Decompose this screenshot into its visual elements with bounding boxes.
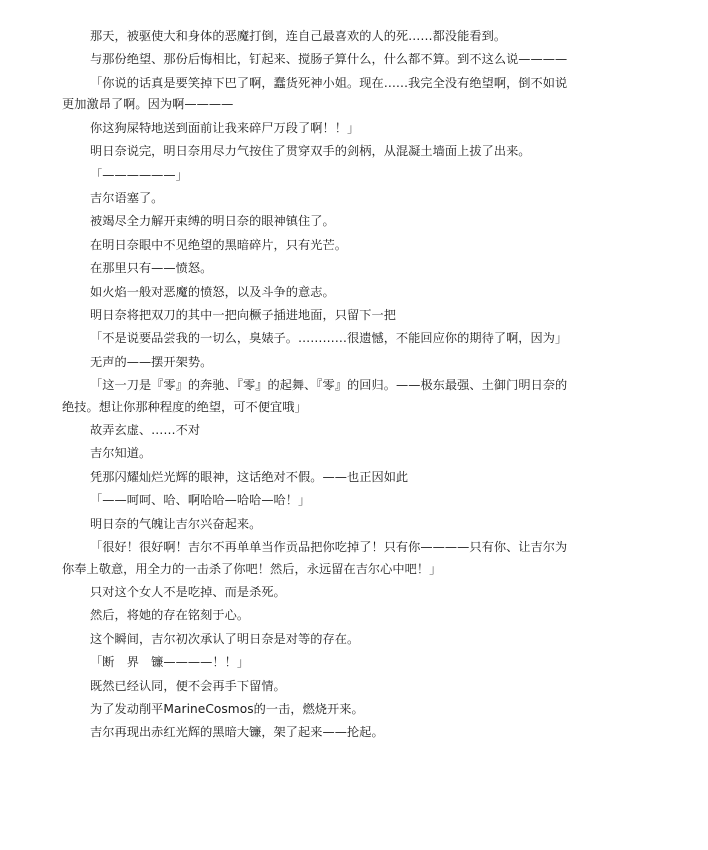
paragraph: 被竭尽全力解开束缚的明日奈的眼神镇住了。 <box>90 214 335 229</box>
paragraph: 凭那闪耀灿烂光辉的眼神，这话绝对不假。——也正因如此 <box>90 469 409 484</box>
paragraph: 吉尔再现出赤红光辉的黑暗大镰，架了起来——抡起。 <box>90 725 384 740</box>
paragraph: 与那份绝望、那份后悔相比，钉起来、搅肠子算什么，什么都不算。到不这么说———— <box>90 52 568 67</box>
paragraph: 「断 界 镰————！！」 <box>90 655 250 670</box>
paragraph: 故弄玄虚、……不对 <box>90 423 201 438</box>
paragraph: 明日奈的气魄让吉尔兴奋起来。 <box>90 516 262 531</box>
paragraph: 「很好！很好啊！吉尔不再单单当作贡品把你吃掉了！只有你————只有你、让吉尔为你奉上敬意，用全力的一击杀了你吧！然后，永远留在吉尔心中吧！」 <box>62 540 568 576</box>
paragraph: 吉尔语塞了。 <box>90 190 164 205</box>
paragraph: 「你说的话真是要笑掉下巴了啊，蠢货死神小姐。现在……我完全没有绝望啊，倒不如说更加激昂了啊。因为啊———— <box>62 75 568 112</box>
document-page <box>62 26 572 746</box>
paragraph: 「——————」 <box>90 167 188 182</box>
paragraph: 只对这个女人不是吃掉、而是杀死。 <box>90 584 286 599</box>
paragraph: 在那里只有——愤怒。 <box>90 261 213 276</box>
paragraph: 「不是说要品尝我的一切么，臭婊子。…………很遗憾，不能回应你的期待了啊，因为」 <box>90 331 568 346</box>
paragraph: 无声的——摆开架势。 <box>90 354 213 369</box>
paragraph: 那天，被驱使大和身体的恶魔打倒，连自己最喜欢的人的死……都没能看到。 <box>90 29 507 43</box>
paragraph: 吉尔知道。 <box>90 446 152 461</box>
paragraph: 明日奈说完，明日奈用尽力气按住了贯穿双手的剑柄，从混凝土墙面上拔了出来。 <box>90 144 531 159</box>
paragraph: 这个瞬间，吉尔初次承认了明日奈是对等的存在。 <box>90 631 360 646</box>
paragraph: 既然已经认同，便不会再手下留情。 <box>90 678 286 693</box>
paragraph: 明日奈将把双刀的其中一把向橛子插进地面，只留下一把 <box>90 307 396 322</box>
paragraph: 「——呵呵、哈、啊哈哈—哈哈—哈！」 <box>90 493 311 508</box>
paragraph: 如火焰一般对恶魔的愤怒，以及斗争的意志。 <box>90 284 335 299</box>
paragraph: 在明日奈眼中不见绝望的黑暗碎片，只有光芒。 <box>90 237 347 252</box>
paragraph: 为了发动削平MarineCosmos的一击，燃烧开来。 <box>90 701 364 716</box>
paragraph: 你这狗屎特地送到面前让我来碎尸万段了啊！！」 <box>90 120 360 135</box>
paragraph: 「这一刀是『零』的奔驰、『零』的起舞、『零』的回归。——极东最强、土御门明日奈的绝技。想让你那种程度的绝望，可不便宜哦」 <box>62 378 568 414</box>
paragraph: 然后，将她的存在铭刻于心。 <box>90 608 250 623</box>
